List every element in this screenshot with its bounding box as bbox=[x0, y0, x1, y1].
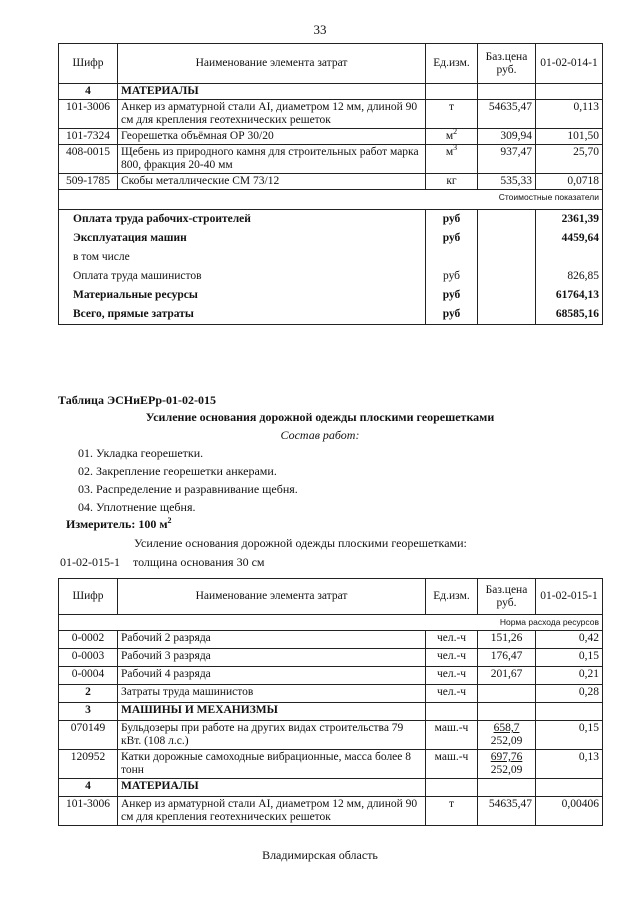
row-value: 0,00406 bbox=[536, 797, 603, 826]
summary-unit: руб bbox=[426, 267, 478, 286]
summary-name: Оплата труда рабочих-строителей bbox=[59, 210, 426, 229]
row-unit: $м^3$ bbox=[426, 145, 478, 174]
section-row bbox=[59, 84, 603, 100]
section-row bbox=[59, 779, 603, 797]
header-price: Баз.цена руб. bbox=[478, 44, 536, 84]
table-row bbox=[59, 100, 603, 129]
header-unit: Ед.изм. bbox=[426, 579, 478, 615]
summary-value: 826,85 bbox=[536, 267, 603, 286]
footer-region: Владимирская область bbox=[262, 848, 378, 862]
summary-row bbox=[59, 305, 603, 325]
summary-value: 61764,13 bbox=[536, 286, 603, 305]
section-code: 4 bbox=[59, 779, 118, 797]
row-unit: чел.-ч bbox=[426, 667, 478, 685]
row-value: 0,15 bbox=[536, 649, 603, 667]
row-code: 408-0015 bbox=[59, 145, 118, 174]
row-value: 0,0718 bbox=[536, 174, 603, 190]
header-price: Баз.цена руб. bbox=[478, 579, 536, 615]
row-unit: т bbox=[426, 797, 478, 826]
machine-row bbox=[59, 721, 603, 750]
row-code: 0-0004 bbox=[59, 667, 118, 685]
table-row bbox=[59, 174, 603, 190]
row-unit: маш.-ч bbox=[426, 750, 478, 779]
work-item: 04. Уплотнение щебня. bbox=[78, 500, 196, 514]
row-name: Анкер из арматурной стали AI, диаметром 12 мм, длиной 90 см для крепления геотехнических решеток bbox=[118, 100, 426, 129]
header-code: Шифр bbox=[59, 44, 118, 84]
table-row bbox=[59, 129, 603, 145]
labor-row bbox=[59, 685, 603, 703]
row-value: 101,50 bbox=[536, 129, 603, 145]
row-price: 54635,47 bbox=[478, 100, 536, 129]
work-item: 02. Закрепление георешетки анкерами. bbox=[78, 464, 277, 478]
row-unit: маш.-ч bbox=[426, 721, 478, 750]
summary-unit: руб bbox=[426, 229, 478, 248]
table-row bbox=[59, 145, 603, 174]
row-price: 658,7 252,09 bbox=[478, 721, 536, 750]
summary-unit: руб bbox=[426, 210, 478, 229]
row-unit: чел.-ч bbox=[426, 649, 478, 667]
row-code: 070149 bbox=[59, 721, 118, 750]
row-name: Георешетка объёмная ОР 30/20 bbox=[118, 129, 426, 145]
row-price: 535,33 bbox=[478, 174, 536, 190]
row-price: 54635,47 bbox=[478, 797, 536, 826]
row-code: 120952 bbox=[59, 750, 118, 779]
summary-unit bbox=[426, 248, 478, 267]
note-row bbox=[59, 190, 603, 210]
table-row bbox=[59, 631, 603, 649]
row-unit: т bbox=[426, 100, 478, 129]
header-name: Наименование элемента затрат bbox=[118, 44, 426, 84]
row-name: Бульдозеры при работе на других видах строительства 79 кВт. (108 л.с.) bbox=[118, 721, 426, 750]
cost-indicators-note: Стоимостные показатели bbox=[59, 190, 603, 210]
works-title: Состав работ: bbox=[280, 428, 360, 442]
row-value: 0,13 bbox=[536, 750, 603, 779]
table-row bbox=[59, 649, 603, 667]
header-name: Наименование элемента затрат bbox=[118, 579, 426, 615]
summary-name: Всего, прямые затраты bbox=[59, 305, 426, 325]
norm-thickness: толщина основания 30 см bbox=[133, 555, 265, 569]
row-name: Рабочий 2 разряда bbox=[118, 631, 426, 649]
row-name: Скобы металлические СМ 73/12 bbox=[118, 174, 426, 190]
page-number: 33 bbox=[313, 22, 327, 37]
row-name: Катки дорожные самоходные вибрационные, масса более 8 тонн bbox=[118, 750, 426, 779]
table-row bbox=[59, 667, 603, 685]
row-unit: $м^2$ bbox=[426, 129, 478, 145]
summary-unit: руб bbox=[426, 286, 478, 305]
norm-code: 01-02-015-1 bbox=[60, 555, 120, 569]
row-price: 151,26 bbox=[478, 631, 536, 649]
note-row bbox=[59, 615, 603, 631]
summary-name: Оплата труда машинистов bbox=[59, 267, 426, 286]
summary-value: 4459,64 bbox=[536, 229, 603, 248]
measure-unit: Измеритель: 100 $м^2$ bbox=[66, 516, 172, 531]
header-unit: Ед.изм. bbox=[426, 44, 478, 84]
row-value: 0,21 bbox=[536, 667, 603, 685]
section-code: 4 bbox=[59, 84, 118, 100]
machine-row bbox=[59, 750, 603, 779]
material-row bbox=[59, 797, 603, 826]
table-title: Таблица ЭСНиЕРр-01-02-015 bbox=[58, 393, 217, 407]
row-code: 2 bbox=[59, 685, 118, 703]
work-item: 01. Укладка георешетки. bbox=[78, 446, 204, 460]
resource-table-01-02-015-1 bbox=[58, 578, 603, 826]
summary-name: Материальные ресурсы bbox=[59, 286, 426, 305]
cost-table-01-02-014-1 bbox=[58, 43, 603, 325]
row-unit: чел.-ч bbox=[426, 685, 478, 703]
row-price: 201,67 bbox=[478, 667, 536, 685]
row-name: Затраты труда машинистов bbox=[118, 685, 426, 703]
header-code: Шифр bbox=[59, 579, 118, 615]
section-title: МАТЕРИАЛЫ bbox=[118, 84, 426, 100]
row-code: 101-3006 bbox=[59, 100, 118, 129]
row-name: Щебень из природного камня для строительных работ марка 800, фракция 20-40 мм bbox=[118, 145, 426, 174]
summary-unit: руб bbox=[426, 305, 478, 325]
row-value: 0,28 bbox=[536, 685, 603, 703]
summary-row bbox=[59, 229, 603, 248]
row-code: 509-1785 bbox=[59, 174, 118, 190]
work-item: 03. Распределение и разравнивание щебня. bbox=[78, 482, 298, 496]
header-norm-code: 01-02-015-1 bbox=[536, 579, 603, 615]
section-title: МАТЕРИАЛЫ bbox=[118, 779, 426, 797]
summary-name: Эксплуатация машин bbox=[59, 229, 426, 248]
section-title: МАШИНЫ И МЕХАНИЗМЫ bbox=[118, 703, 426, 721]
row-price: 176,47 bbox=[478, 649, 536, 667]
row-price: 697,76 252,09 bbox=[478, 750, 536, 779]
row-code: 0-0003 bbox=[59, 649, 118, 667]
table-header-row bbox=[59, 579, 603, 615]
header-norm-code: 01-02-014-1 bbox=[536, 44, 603, 84]
norm-description: Усиление основания дорожной одежды плоскими георешетками: bbox=[134, 536, 467, 550]
row-price: 937,47 bbox=[478, 145, 536, 174]
summary-value bbox=[536, 248, 603, 267]
summary-row bbox=[59, 267, 603, 286]
summary-row bbox=[59, 210, 603, 229]
row-value: 0,113 bbox=[536, 100, 603, 129]
table-header-row bbox=[59, 44, 603, 84]
summary-name: в том числе bbox=[59, 248, 426, 267]
row-code: 0-0002 bbox=[59, 631, 118, 649]
summary-row bbox=[59, 286, 603, 305]
row-value: 0,42 bbox=[536, 631, 603, 649]
section-code: 3 bbox=[59, 703, 118, 721]
row-code: 101-3006 bbox=[59, 797, 118, 826]
row-name: Рабочий 3 разряда bbox=[118, 649, 426, 667]
row-price: 309,94 bbox=[478, 129, 536, 145]
summary-row bbox=[59, 248, 603, 267]
section-row bbox=[59, 703, 603, 721]
summary-value: 2361,39 bbox=[536, 210, 603, 229]
row-unit: кг bbox=[426, 174, 478, 190]
resource-norm-note: Норма расхода ресурсов bbox=[59, 615, 603, 631]
row-unit: чел.-ч bbox=[426, 631, 478, 649]
row-code: 101-7324 bbox=[59, 129, 118, 145]
row-value: 25,70 bbox=[536, 145, 603, 174]
table-subtitle: Усиление основания дорожной одежды плоскими георешетками bbox=[145, 410, 495, 424]
row-name: Анкер из арматурной стали AI, диаметром 12 мм, длиной 90 см для крепления геотехнических решеток bbox=[118, 797, 426, 826]
row-name: Рабочий 4 разряда bbox=[118, 667, 426, 685]
row-value: 0,15 bbox=[536, 721, 603, 750]
summary-value: 68585,16 bbox=[536, 305, 603, 325]
